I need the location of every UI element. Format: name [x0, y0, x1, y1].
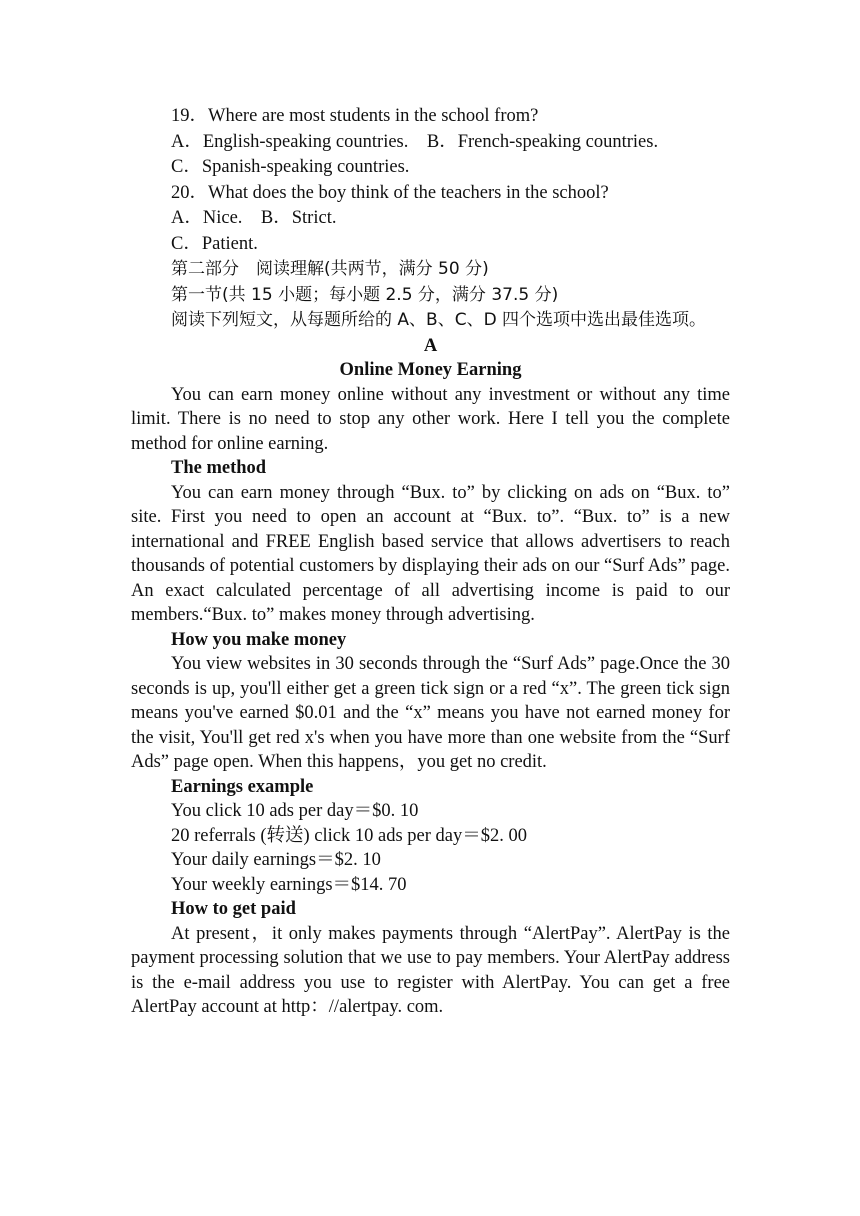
- heading-how-you-make-money: How you make money: [171, 629, 347, 650]
- question-20: 20．What does the boy think of the teachers in the school?: [171, 182, 609, 203]
- heading-the-method: The method: [171, 458, 267, 478]
- paragraph-make-money: You view websites in 30 seconds through the “Surf Ads” page.Once the 30 seconds is up, you'll either get a green tick sign or a red “x”. The green tick sign means you've earned $0.01 and the “x” means you have not earned money for the visit, You'll get red x's when you have more than one website from the “Surf Ads” page open. When this happens，you get no credit.: [131, 654, 730, 772]
- earnings-line-3: Your daily earnings＝$2. 10: [171, 850, 381, 870]
- passage-letter: A: [423, 335, 438, 356]
- paragraph-method: You can earn money through “Bux. to” by clicking on ads on “Bux. to” site. First you need to open an account at “Bux. to”. “Bux. to” is a new international and FREE English based service that allows advertisers to reach thousands of potential customers by displaying their ads on our “Surf Ads” page. An exact calculated percentage of all advertising income is paid to our members.“Bux. to” makes money through advertising.: [131, 482, 730, 625]
- question-20-options-ab: A．Nice. B．Strict.: [171, 208, 337, 228]
- passage-intro: You can earn money online without any investment or without any time limit. There is no need to stop any other work. Here I tell you the complete method for online earning.: [131, 384, 730, 454]
- question-19: 19．Where are most students in the school from?: [171, 106, 539, 126]
- earnings-line-4: Your weekly earnings＝$14. 70: [171, 874, 407, 895]
- paragraph-get-paid: At present，it only makes payments through “AlertPay”. AlertPay is the payment processing solution that we use to pay members. Your AlertPay address is the e-mail address you use to register with AlertPay. You can get a free AlertPay account at http：//alertpay. com.: [131, 923, 730, 1017]
- question-19-options-ab: A．English-speaking countries. B．French-speaking countries.: [171, 131, 659, 152]
- section-heading: 第二部分 阅读理解(共两节，满分 50 分): [171, 259, 489, 279]
- section-subheading: 第一节(共 15 小题；每小题 2.5 分，满分 37.5 分): [171, 284, 559, 305]
- question-20-option-c: C．Patient.: [171, 233, 258, 254]
- question-19-option-c: C．Spanish-speaking countries.: [171, 157, 410, 177]
- heading-earnings-example: Earnings example: [171, 776, 314, 797]
- earnings-line-2: 20 referrals (转送) click 10 ads per day＝$2. 00: [171, 825, 528, 846]
- earnings-line-1: You click 10 ads per day＝$0. 10: [171, 801, 419, 821]
- document-content: [131, 104, 730, 1020]
- section-instruction: 阅读下列短文，从每题所给的 A、B、C、D 四个选项中选出最佳选项。: [171, 310, 707, 330]
- heading-how-to-get-paid: How to get paid: [171, 899, 296, 919]
- passage-title: Online Money Earning: [339, 360, 522, 380]
